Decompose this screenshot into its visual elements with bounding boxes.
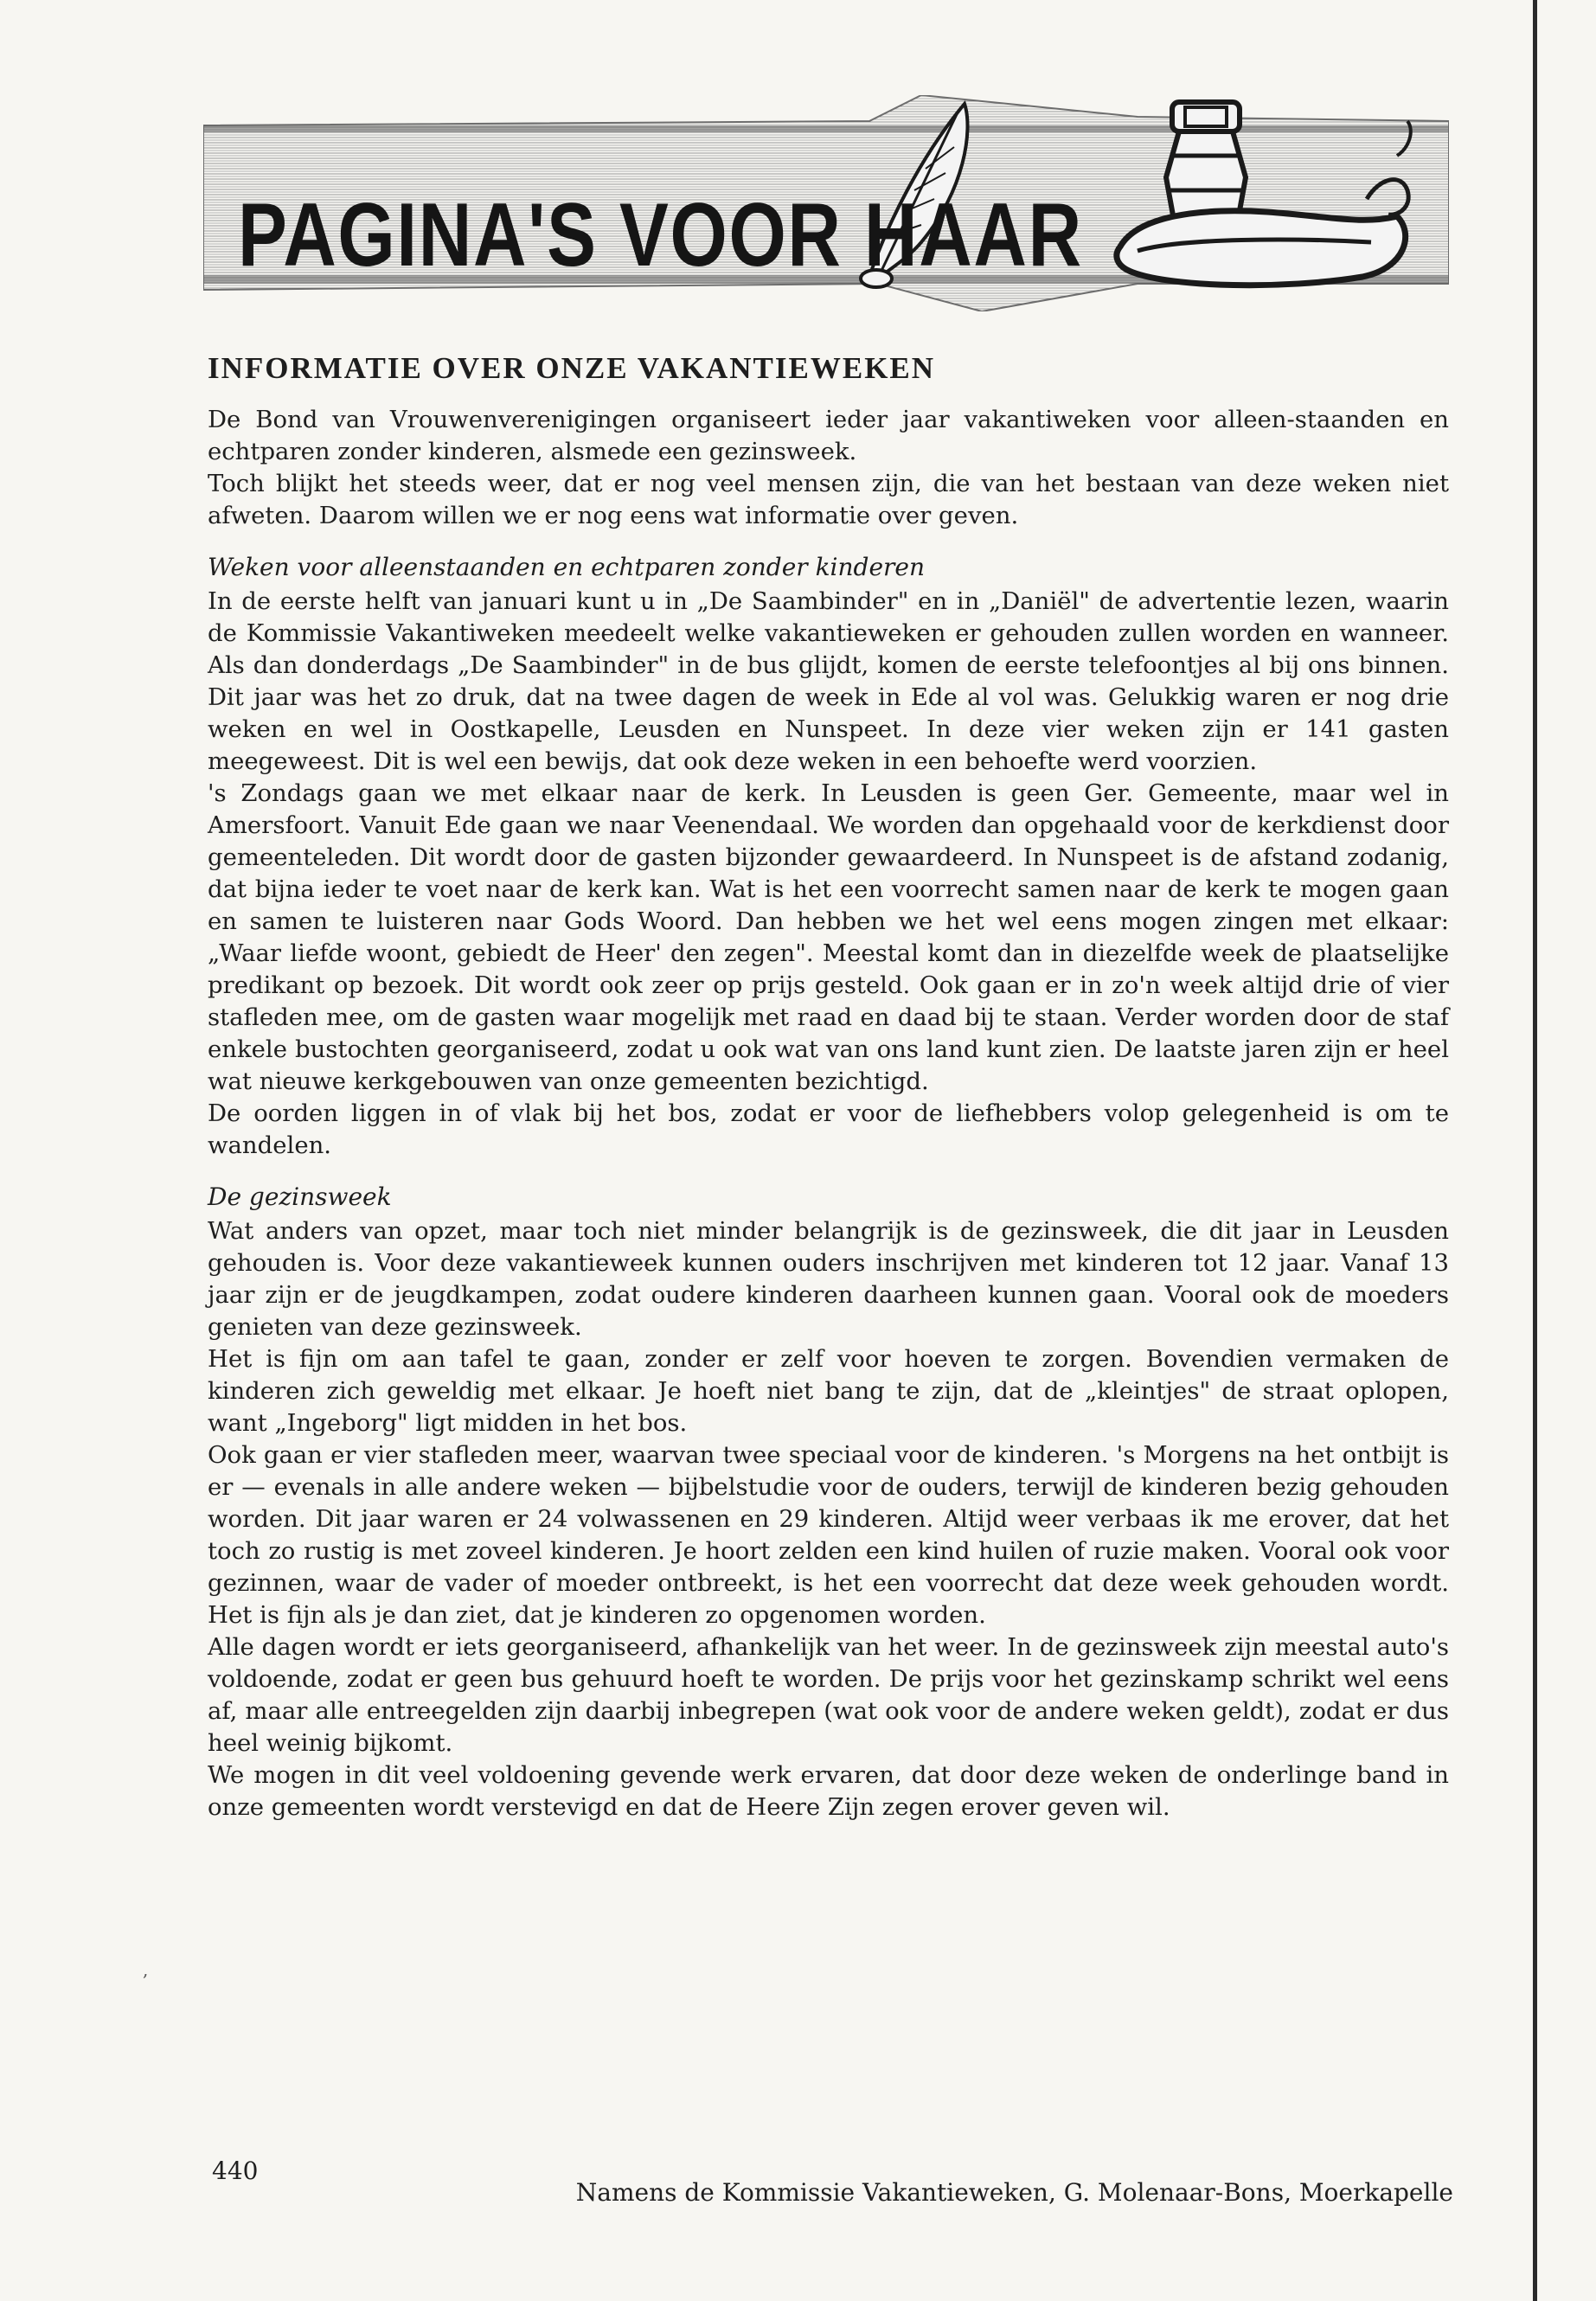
section-2-paragraph-1: Wat anders van opzet, maar toch niet minder belangrijk is de gezinsweek, die dit jaar in Leusden gehouden is. Voor deze vakantieweek kunnen ouders inschrijven met kinderen tot 12 jaar. Vanaf 13 jaar zijn er de jeugdkampen, zodat oudere kinderen daarheen kunnen gaan. Vooral ook de moeders genieten van deze gezinsweek. — [208, 1217, 1449, 1341]
section-2-paragraph-2: Het is fijn om aan tafel te gaan, zonder er zelf voor hoeven te zorgen. Bovendien vermaken de kinderen zich geweldig met elkaar. Je hoeft niet bang te zijn, dat de „kleintjes" de straat oplopen, want „Ingeborg" ligt midden in het bos. — [208, 1345, 1449, 1437]
section-heading-alleenstaanden: Weken voor alleenstaanden en echtparen zonder kinderen — [208, 553, 926, 581]
intro-paragraph-2: Toch blijkt het steeds weer, dat er nog veel mensen zijn, die van het bestaan van deze weken niet afweten. Daarom willen we er nog eens wat informatie over geven. — [208, 470, 1449, 529]
section-1-paragraph-1: In de eerste helft van januari kunt u in „De Saambinder" en in „Daniël" de advertentie lezen, waarin de Kommissie Vakantiweken meedeelt welke vakantieweken er gehouden zullen worden en wanneer. Als dan donderdags „De Saambinder" in de bus glijdt, komen de eerste telefoontjes al bij ons binnen. Dit jaar was het zo druk, dat na twee dagen de week in Ede al vol was. Gelukkig waren er nog drie weken en wel in Oostkapelle, Leusden en Nunspeet. In deze vier weken zijn er 141 gasten meegeweest. Dit is wel een bewijs, dat ook deze weken in een behoefte werd voorzien. — [208, 587, 1449, 775]
section-2-paragraph-3: Ook gaan er vier stafleden meer, waarvan twee speciaal voor de kinderen. 's Morgens na het ontbijt is er — evenals in alle andere weken — bijbelstudie voor de ouders, terwijl de kinderen bezig gehouden worden. Dit jaar waren er 24 volwassenen en 29 kinderen. Altijd weer verbaas ik me erover, dat het toch zo rustig is met zoveel kinderen. Je hoort zelden een kind huilen of ruzie maken. Vooral ook voor gezinnen, waar de vader of moeder ontbreekt, is het een voorrecht dat deze week gehouden wordt. Het is fijn als je dan ziet, dat je kinderen zo opgenomen worden. — [208, 1441, 1449, 1629]
page-edge-line — [1533, 0, 1537, 2301]
section-1-paragraph-2: 's Zondags gaan we met elkaar naar de kerk. In Leusden is geen Ger. Gemeente, maar wel in Amersfoort. Vanuit Ede gaan we naar Veenendaal. We worden dan opgehaald voor de kerkdienst door gemeenteleden. Dit wordt door de gasten bijzonder gewaardeerd. In Nunspeet is de afstand zodanig, dat bijna ieder te voet naar de kerk kan. Wat is het een voorrecht samen naar de kerk te mogen gaan en samen te luisteren naar Gods Woord. Dan hebben we het wel eens mogen zingen met elkaar: „Waar liefde woont, gebiedt de Heer' den zegen". Meestal komt dan in diezelfde week de plaatselijke predikant op bezoek. Dit wordt ook zeer op prijs gesteld. Ook gaan er in zo'n week altijd drie of vier stafleden mee, om de gasten waar mogelijk met raad en daad bij te staan. Verder worden door de staf enkele bustochten georganiseerd, zodat u ook wat van ons land kunt zien. De laatste jaren zijn er heel wat nieuwe kerkgebouwen van onze gemeenten bezichtigd. — [208, 779, 1449, 1095]
margin-mark: , — [143, 1959, 149, 1980]
section-heading-gezinsweek: De gezinsweek — [208, 1183, 392, 1211]
banner-title: PAGINA'S VOOR HAAR — [238, 185, 1083, 285]
section-2-paragraph-5: We mogen in dit veel voldoening gevende werk ervaren, dat door deze weken de onderlinge band in onze gemeenten wordt verstevigd en dat de Heere Zijn zegen erover geven wil. — [208, 1761, 1449, 1821]
page-number: 440 — [212, 2157, 259, 2185]
article-title: INFORMATIE OVER ONZE VAKANTIEWEKEN — [208, 351, 936, 385]
intro-paragraph-1: De Bond van Vrouwenverenigingen organiseert ieder jaar vakantiweken voor alleen-staanden en echtparen zonder kinderen, alsmede een gezinsweek. — [208, 406, 1449, 465]
signature: Namens de Kommissie Vakantieweken, G. Molenaar-Bons, Moerkapelle — [575, 2178, 1453, 2207]
section-1-paragraph-3: De oorden liggen in of vlak bij het bos, zodat er voor de liefhebbers volop gelegenheid is om te wandelen. — [208, 1099, 1449, 1159]
section-2-paragraph-4: Alle dagen wordt er iets georganiseerd, afhankelijk van het weer. In de gezinsweek zijn meestal auto's voldoende, zodat er geen bus gehuurd hoeft te worden. De prijs voor het gezinskamp schrikt wel eens af, maar alle entreegelden zijn daarbij inbegrepen (wat ook voor de andere weken geldt), zodat er dus heel weinig bijkomt. — [208, 1633, 1449, 1757]
